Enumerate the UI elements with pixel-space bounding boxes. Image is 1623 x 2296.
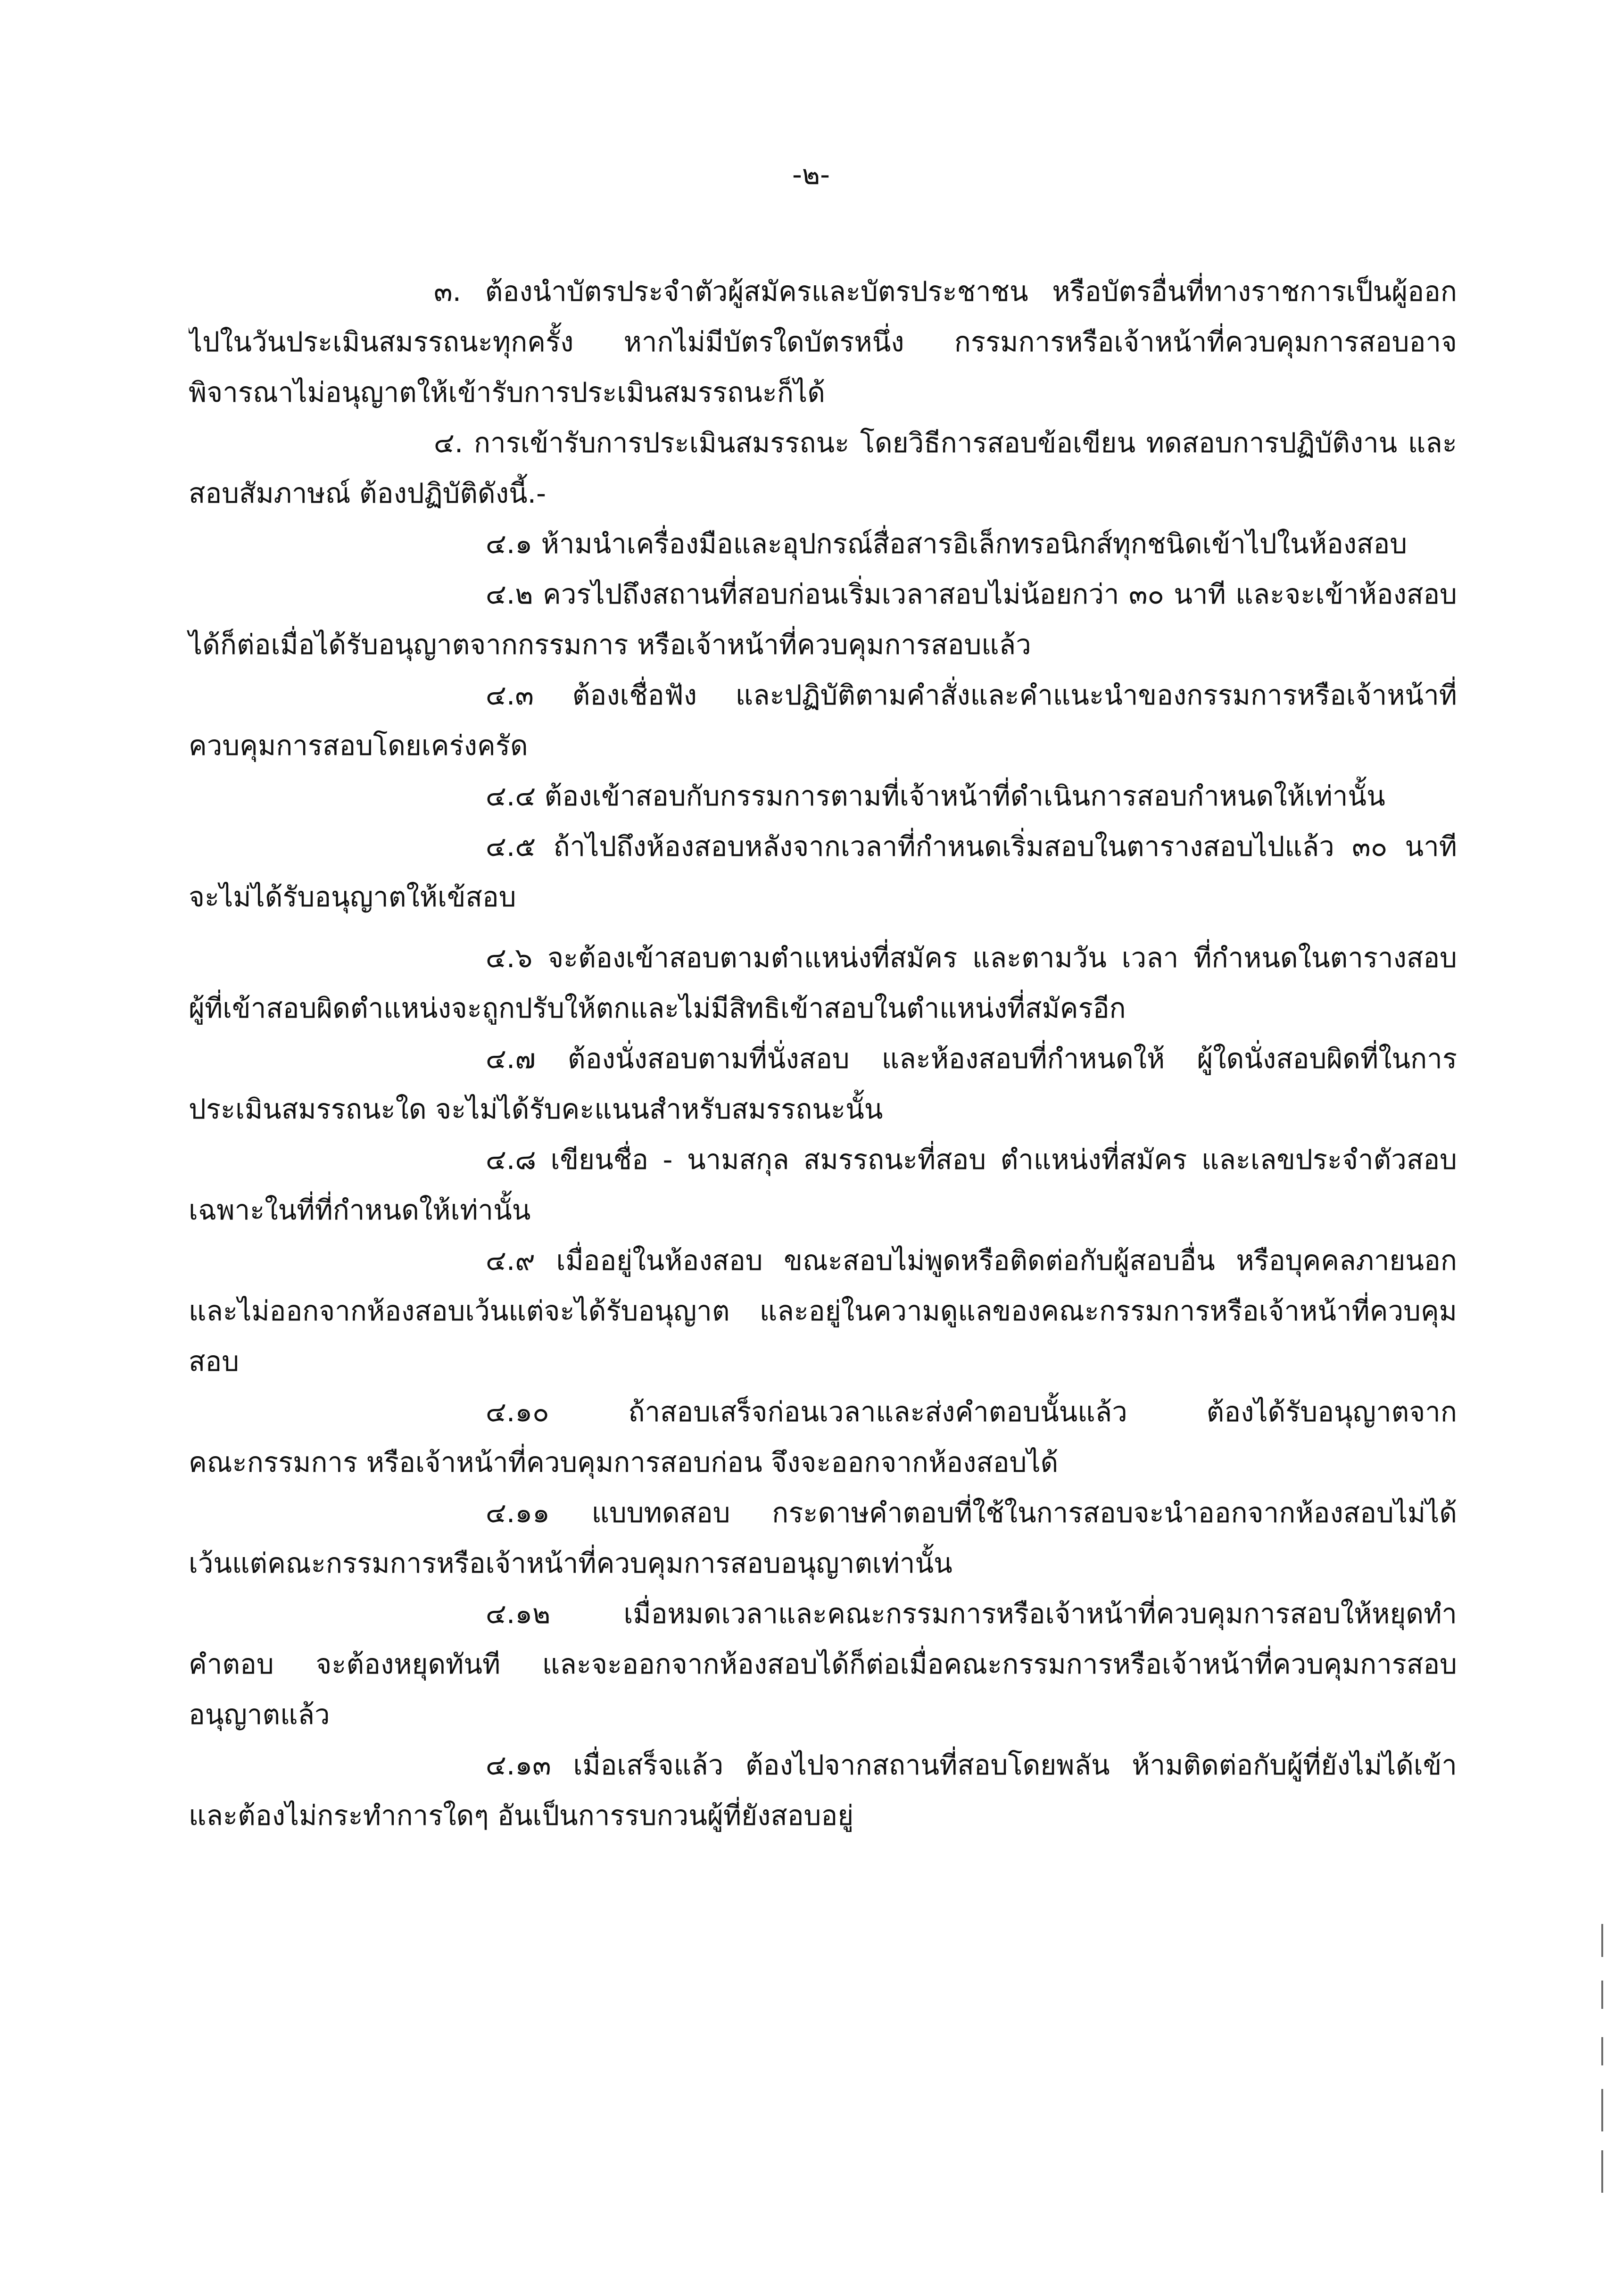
- item-4-6-line-2: ผู้ที่เข้าสอบผิดตำแหน่งจะถูกปรับให้ตกและไม่มีสิทธิเข้าสอบในตำแหน่งที่สมัครอีก: [189, 992, 1126, 1024]
- item-4-7-line-1: ๔.๗ ต้องนั่งสอบตามที่นั่งสอบ และห้องสอบที่กำหนดให้ ผู้ใดนั่งสอบผิดที่ในการ: [486, 1043, 1457, 1075]
- item-4-9-line-2: และไม่ออกจากห้องสอบเว้นแต่จะได้รับอนุญาต และอยู่ในความดูแลของคณะกรรมการหรือเจ้าหน้าที่ควบคุม: [189, 1295, 1457, 1327]
- item-4-line-2: สอบสัมภาษณ์ ต้องปฏิบัติดังนี้.-: [189, 477, 547, 509]
- item-4-9-line-1: ๔.๙ เมื่ออยู่ในห้องสอบ ขณะสอบไม่พูดหรือติดต่อกับผู้สอบอื่น หรือบุคคลภายนอก: [486, 1244, 1457, 1276]
- item-3-line-3: พิจารณาไม่อนุญาตให้เข้ารับการประเมินสมรรถนะก็ได้: [189, 376, 825, 408]
- item-4-13-line-1: ๔.๑๓ เมื่อเสร็จแล้ว ต้องไปจากสถานที่สอบโดยพลัน ห้ามติดต่อกับผู้ที่ยังไม่ได้เข้า: [486, 1749, 1457, 1781]
- item-4-line-1: ๔. การเข้ารับการประเมินสมรรถนะ โดยวิธีการสอบข้อเขียน ทดสอบการปฏิบัติงาน และ: [434, 427, 1457, 459]
- item-4-1-line-1: ๔.๑ ห้ามนำเครื่องมือและอุปกรณ์สื่อสารอิเล็กทรอนิกส์ทุกชนิดเข้าไปในห้องสอบ: [486, 528, 1408, 560]
- item-4-7-line-2: ประเมินสมรรถนะใด จะไม่ได้รับคะแนนสำหรับสมรรถนะนั้น: [189, 1093, 883, 1125]
- scan-edge-mark: [1601, 2150, 1603, 2193]
- item-4-8-line-2: เฉพาะในที่ที่กำหนดให้เท่านั้น: [189, 1194, 531, 1226]
- item-4-2-line-1: ๔.๒ ควรไปถึงสถานที่สอบก่อนเริ่มเวลาสอบไม่น้อยกว่า ๓๐ นาที และจะเข้าห้องสอบ: [486, 578, 1457, 610]
- item-4-3-line-1: ๔.๓ ต้องเชื่อฟัง และปฏิบัติตามคำสั่งและคำแนะนำของกรรมการหรือเจ้าหน้าที่: [486, 679, 1457, 711]
- item-4-12-line-2: คำตอบ จะต้องหยุดทันที และจะออกจากห้องสอบได้ก็ต่อเมื่อคณะกรรมการหรือเจ้าหน้าที่ควบคุมการสอบ: [189, 1648, 1457, 1680]
- item-4-11-line-2: เว้นแต่คณะกรรมการหรือเจ้าหน้าที่ควบคุมการสอบอนุญาตเท่านั้น: [189, 1547, 952, 1579]
- paragraph-gap: [189, 922, 1457, 933]
- item-3-line-2: ไปในวันประเมินสมรรถนะทุกครั้ง หากไม่มีบัตรใดบัตรหนึ่ง กรรมการหรือเจ้าหน้าที่ควบคุมการสอบอาจ: [189, 326, 1457, 358]
- item-4-12-line-3: อนุญาตแล้ว: [189, 1699, 330, 1731]
- scan-edge-mark: [1601, 1981, 1603, 2009]
- item-4-8-line-1: ๔.๘ เขียนชื่อ - นามสกุล สมรรถนะที่สอบ ตำแหน่งที่สมัคร และเลขประจำตัวสอบ: [486, 1144, 1457, 1176]
- scan-edge-mark: [1601, 2089, 1603, 2131]
- scan-edge-mark: [1601, 2037, 1603, 2065]
- item-4-4-line-1: ๔.๔ ต้องเข้าสอบกับกรรมการตามที่เจ้าหน้าที่ดำเนินการสอบกำหนดให้เท่านั้น: [486, 780, 1385, 812]
- item-3-line-1: ๓. ต้องนำบัตรประจำตัวผู้สมัครและบัตรประชาชน หรือบัตรอื่นที่ทางราชการเป็นผู้ออก: [434, 275, 1457, 307]
- item-4-6-line-1: ๔.๖ จะต้องเข้าสอบตามตำแหน่งที่สมัคร และตามวัน เวลา ที่กำหนดในตารางสอบ: [486, 942, 1457, 974]
- item-4-5-line-2: จะไม่ได้รับอนุญาตให้เข้สอบ: [189, 881, 516, 913]
- item-4-12-line-1: ๔.๑๒ เมื่อหมดเวลาและคณะกรรมการหรือเจ้าหน้าที่ควบคุมการสอบให้หยุดทำ: [486, 1598, 1457, 1630]
- item-4-5-line-1: ๔.๕ ถ้าไปถึงห้องสอบหลังจากเวลาที่กำหนดเริ่มสอบในตารางสอบไปแล้ว ๓๐ นาที: [486, 830, 1457, 862]
- item-4-11-line-1: ๔.๑๑ แบบทดสอบ กระดาษคำตอบที่ใช้ในการสอบจะนำออกจากห้องสอบไม่ได้: [486, 1497, 1457, 1529]
- item-4-10-line-2: คณะกรรมการ หรือเจ้าหน้าที่ควบคุมการสอบก่อน จึงจะออกจากห้องสอบได้: [189, 1446, 1059, 1478]
- item-4-3-line-2: ควบคุมการสอบโดยเคร่งครัด: [189, 729, 528, 762]
- scan-edge-mark: [1601, 1924, 1603, 1957]
- item-4-2-line-2: ได้ก็ต่อเมื่อได้รับอนุญาตจากกรรมการ หรือเจ้าหน้าที่ควบคุมการสอบแล้ว: [189, 629, 1031, 661]
- page-number: -๒-: [792, 158, 830, 191]
- item-4-10-line-1: ๔.๑๐ ถ้าสอบเสร็จก่อนเวลาและส่งคำตอบนั้นแล้ว ต้องได้รับอนุญาตจาก: [486, 1396, 1457, 1428]
- item-4-13-line-2: และต้องไม่กระทำการใดๆ อันเป็นการรบกวนผู้ที่ยังสอบอยู่: [189, 1799, 854, 1832]
- item-4-9-line-3: สอบ: [189, 1345, 240, 1377]
- document-body: [189, 266, 1457, 1841]
